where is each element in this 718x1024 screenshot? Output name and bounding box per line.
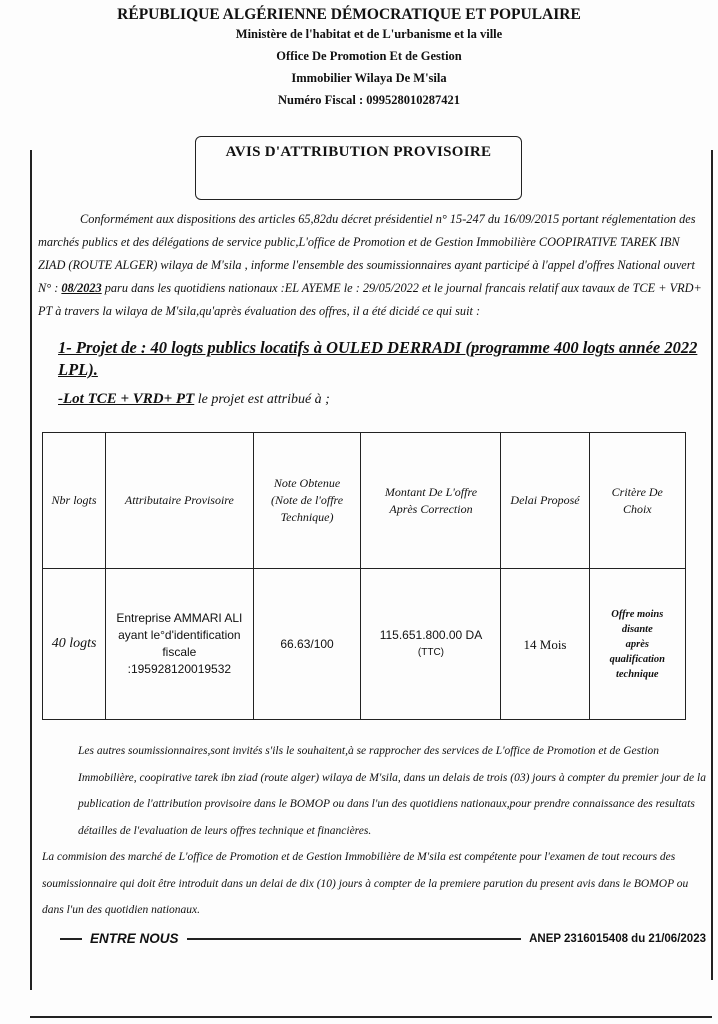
table-row bbox=[43, 569, 686, 720]
footer-entre-nous: ENTRE NOUS bbox=[90, 931, 179, 946]
cell-note: 66.63/100 bbox=[253, 569, 361, 720]
header-attributaire: Attributaire Provisoire bbox=[106, 433, 253, 569]
closing-paragraph-2: La commision des marché de L'office de Promotion et de Gestion Immobilière de M'sila est compétente pour l'examen de tout recours des soumissionnaire qui doit être introduit dans un delai de dix (10) jours à compter de la premiere parution du present avis dans le BOMOP ou dans l'un des quotidien nationaux. bbox=[42, 851, 689, 916]
document-body bbox=[38, 208, 706, 950]
header-delai: Delai Proposé bbox=[501, 433, 589, 569]
frame-right-border bbox=[711, 150, 713, 980]
lot-text: le projet est attribué à ; bbox=[194, 392, 330, 407]
intro-text-a: Conformément aux dispositions des articles 65,82du décret présidentiel n° 15-247 du 16/09/2015 portant réglementation des marchés publics et des délégations de service public,L'office de Promotion et de Gestion Immobilière COOPIRATIVE TAREK IBN ZIAD (ROUTE ALGER) wilaya de M'sila , informe l'ensemble des soumissionnaires ayant participé à l'appel d'offres National ouvert N° : bbox=[38, 212, 696, 295]
cell-attributaire: Entreprise AMMARI ALI ayant le°d'identification fiscale :195928120019532 bbox=[106, 569, 253, 720]
montant-value: 115.651.800.00 DA bbox=[379, 628, 483, 642]
header-fiscal-number: Numéro Fiscal : 099528010287421 bbox=[277, 93, 461, 107]
cell-nbr: 40 logts bbox=[43, 569, 106, 720]
project-heading: 1- Projet de : 40 logts publics locatifs à OULED DERRADI (programme 400 logts année 2022 LPL). bbox=[58, 338, 698, 379]
cell-montant bbox=[361, 569, 501, 720]
closing-paragraph-1: Les autres soumissionnaires,sont invités s'ils le souhaitent,à se rapprocher des services de L'office de Promotion et de Gestion Immobilière, coopirative tarek ibn ziad (route alger) wilaya de M'sila, dans un delais de trois (03) jours à compter du premier jour de la publication de l'attribution provisoire dans le BOMOP ou dans l'un des quotidiens nationaux,pour prendre connaissance des resultats détailles de l'evaluation de leurs offres technique et financières. bbox=[78, 745, 706, 837]
attribution-table bbox=[42, 432, 686, 720]
tender-number: 08/2023 bbox=[61, 281, 102, 295]
header-ministry: Ministère de l'habitat et de L'urbanisme et la ville bbox=[235, 27, 503, 41]
table-header-row bbox=[43, 433, 686, 569]
header-note: Note Obtenue (Note de l'offre Technique) bbox=[253, 433, 361, 569]
cell-delai: 14 Mois bbox=[501, 569, 589, 720]
intro-text-b: paru dans les quotidiens nationaux :EL AYEME le : 29/05/2022 et le journal francais relatif aux tavaux de TCE + VRD+ PT à travers la wilaya de M'sila,qu'après évaluation des offres, il a été dicidé ce qui suit : bbox=[38, 281, 702, 318]
bottom-rule bbox=[30, 1016, 712, 1018]
montant-ttc: (TTC) bbox=[417, 647, 445, 658]
header-nbr-logts: Nbr logts bbox=[43, 433, 106, 569]
footer-anep-reference: ANEP 2316015408 du 21/06/2023 bbox=[529, 932, 706, 945]
footer-line-left bbox=[60, 938, 82, 940]
lot-label: -Lot TCE + VRD+ PT bbox=[58, 391, 195, 407]
header-montant: Montant De L'offre Après Correction bbox=[361, 433, 501, 569]
header-republic: RÉPUBLIQUE ALGÉRIENNE DÉMOCRATIQUE ET POPULAIRE bbox=[117, 6, 581, 23]
intro-paragraph bbox=[38, 208, 706, 323]
header-office-2: Immobilier Wilaya De M'sila bbox=[291, 71, 447, 85]
lot-line bbox=[58, 389, 706, 410]
header-critere: Critère De Choix bbox=[589, 433, 685, 569]
closing-paragraphs bbox=[38, 738, 706, 924]
frame-left-border bbox=[30, 150, 32, 990]
footer-line-middle bbox=[187, 938, 522, 940]
page-title: AVIS D'ATTRIBUTION PROVISOIRE bbox=[225, 144, 492, 160]
footer bbox=[38, 928, 706, 950]
title-box bbox=[195, 136, 522, 200]
header-office: Office De Promotion Et de Gestion bbox=[276, 49, 462, 63]
cell-critere: Offre moins disante après qualification technique bbox=[589, 569, 685, 720]
